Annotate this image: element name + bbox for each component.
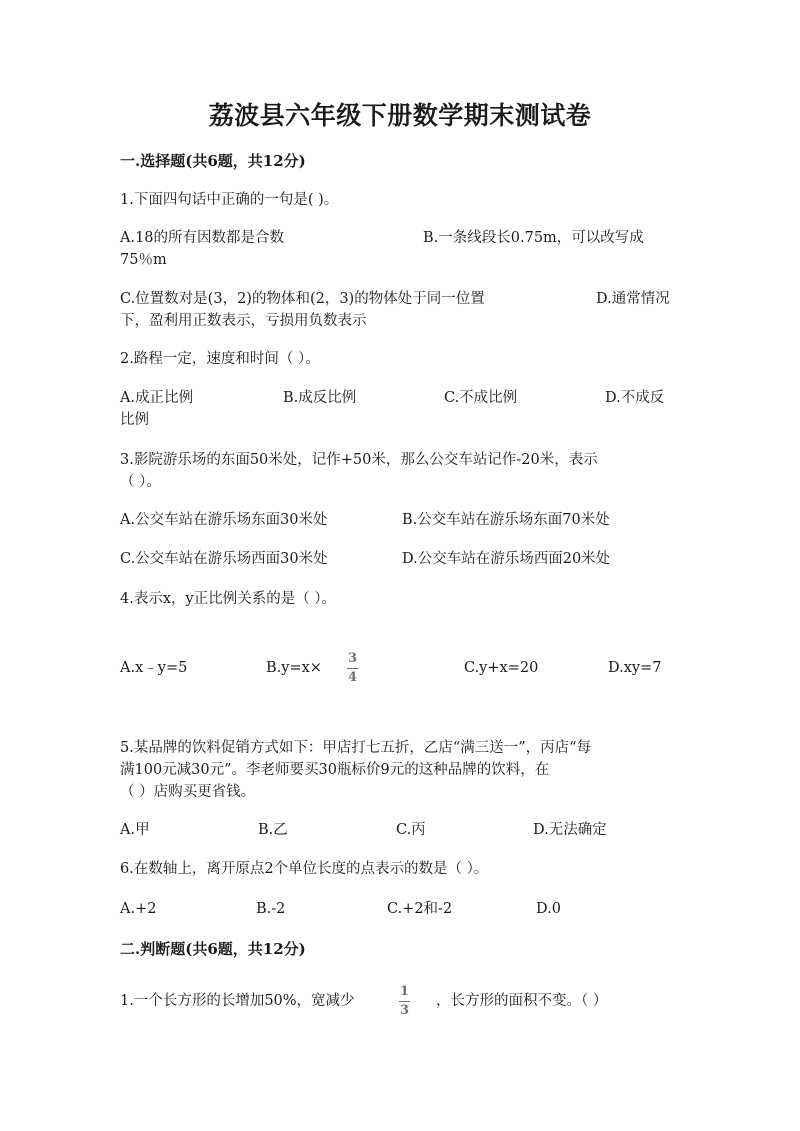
question-3-option-b: B.公交车站在游乐场东面70米处	[402, 512, 610, 528]
question-3-stem: 3.影院游乐场的东面50米处，记作+50米，那么公交车站记作-20米，表示	[120, 452, 598, 468]
judgment-1-text-end: ，长方形的面积不变。（ ）	[436, 993, 608, 1009]
question-5-stem-line-3: （ ）店购买更省钱。	[120, 784, 256, 800]
judgment-1-fraction	[399, 985, 410, 1018]
question-3-option-a: A.公交车站在游乐场东面30米处	[120, 512, 328, 528]
question-5-stem-line-1: 5.某品牌的饮料促销方式如下：甲店打七五折，乙店“满三送一”，丙店“每	[120, 740, 592, 756]
question-5-option-b: B.乙	[258, 822, 288, 838]
question-2-option-d: D.不成反	[605, 390, 665, 406]
question-3-option-c: C.公交车站在游乐场西面30米处	[120, 551, 328, 567]
fraction-bar	[399, 1001, 410, 1002]
question-4-option-a: A.x﹣y=5	[120, 660, 188, 676]
question-2-option-c: C.不成比例	[444, 390, 518, 406]
section-heading-judgment: 二.判断题(共6题，共12分)	[120, 940, 306, 958]
page-title: 荔波县六年级下册数学期末测试卷	[208, 101, 592, 130]
section-heading-choice: 一.选择题(共6题，共12分)	[120, 152, 306, 170]
question-4-option-b-fraction	[347, 652, 358, 685]
question-1-option-d-cont: 下，盈利用正数表示，亏损用负数表示	[120, 313, 367, 329]
question-6-option-a: A.+2	[120, 901, 157, 917]
question-2-stem: 2.路程一定，速度和时间（ ）。	[120, 351, 320, 367]
question-1-option-b: B.一条线段长0.75m，可以改写成	[423, 230, 644, 246]
question-6-stem: 6.在数轴上，离开原点2个单位长度的点表示的数是（ ）。	[120, 861, 489, 877]
question-2-option-b: B.成反比例	[283, 390, 357, 406]
question-4-option-b: B.y=x×	[266, 660, 322, 676]
fraction-denominator: 3	[399, 1003, 410, 1018]
question-2-option-a: A.成正比例	[120, 390, 194, 406]
question-1-option-c: C.位置数对是(3，2)的物体和(2，3)的物体处于同一位置	[120, 291, 485, 307]
question-6-option-c: C.+2和-2	[387, 901, 453, 917]
question-3-option-d: D.公交车站在游乐场西面20米处	[402, 551, 611, 567]
question-5-option-a: A.甲	[120, 822, 150, 838]
question-5-stem-line-2: 满100元减30元”。李老师要买30瓶标价9元的这种品牌的饮料，在	[120, 762, 550, 778]
question-4-option-d: D.xy=7	[608, 660, 662, 676]
question-6-option-d: D.0	[536, 901, 561, 917]
question-5-option-c: C.丙	[396, 822, 426, 838]
question-3-stem-cont: （ ）。	[120, 474, 161, 490]
fraction-bar	[347, 668, 358, 669]
question-1-option-d: D.通常情况	[596, 291, 670, 307]
question-1-stem: 1.下面四句话中正确的一句是( )。	[120, 192, 339, 208]
judgment-1-text-start: 1.一个长方形的长增加50%，宽减少	[120, 993, 355, 1009]
question-5-option-d: D.无法确定	[533, 822, 607, 838]
question-4-option-c: C.y+x=20	[464, 660, 539, 676]
question-6-option-b: B.-2	[256, 901, 286, 917]
question-4-stem: 4.表示x，y正比例关系的是（ ）。	[120, 591, 337, 607]
question-1-option-a: A.18的所有因数都是合数	[120, 230, 285, 246]
fraction-numerator: 1	[399, 984, 410, 999]
question-1-option-b-cont: 75％m	[120, 252, 167, 268]
fraction-denominator: 4	[347, 670, 358, 685]
fraction-numerator: 3	[347, 651, 358, 666]
question-2-option-d-cont: 比例	[120, 412, 149, 428]
